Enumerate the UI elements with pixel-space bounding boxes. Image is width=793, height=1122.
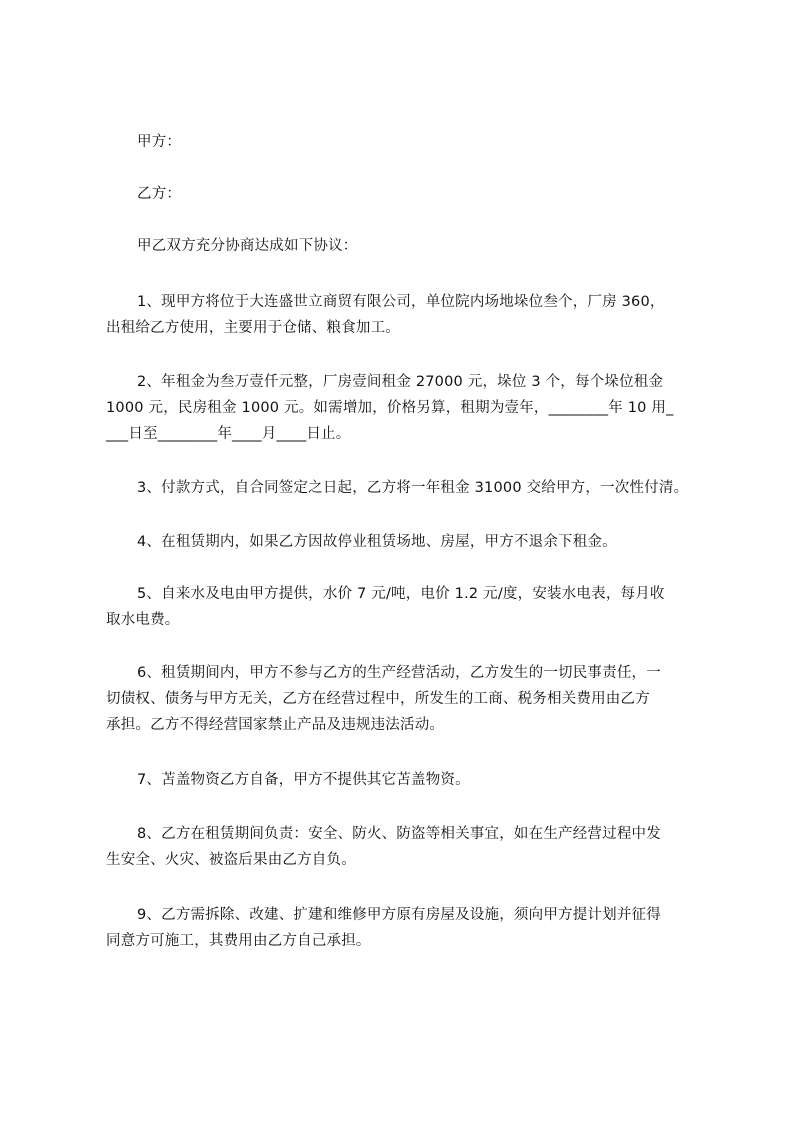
clause-6-line-2: 切债权、债务与甲方无关，乙方在经营过程中，所发生的工商、税务相关费用由乙方 xyxy=(106,691,650,707)
clause-1-line-1: 1、现甲方将位于大连盛世立商贸有限公司，单位院内场地垛位叁个，厂房 360， xyxy=(137,294,665,310)
party-b-label: 乙方： xyxy=(137,186,182,202)
clause-6-line-1: 6、租赁期间内，甲方不参与乙方的生产经营活动，乙方发生的一切民事责任，一 xyxy=(137,665,661,681)
clause-2-line-1: 2、年租金为叁万壹仟元整，厂房壹间租金 27000 元，垛位 3 个，每个垛位租金 xyxy=(137,374,664,390)
clause-9-line-2: 同意方可施工，其费用由乙方自己承担。 xyxy=(106,933,371,949)
clause-7-line-1: 7、苫盖物资乙方自备，甲方不提供其它苫盖物资。 xyxy=(137,772,470,788)
clause-9-line-1: 9、乙方需拆除、改建、扩建和维修甲方原有房屋及设施，须向甲方提计划并征得 xyxy=(137,907,661,923)
clause-2-line-3: ___日至________年____月____日止。 xyxy=(106,426,351,442)
clause-4-line-1: 4、在租赁期内，如果乙方因故停业租赁场地、房屋，甲方不退余下租金。 xyxy=(137,534,617,550)
clause-6-line-3: 承担。乙方不得经营国家禁止产品及违规违法活动。 xyxy=(106,717,445,733)
clause-8-line-1: 8、乙方在租赁期间负责：安全、防火、防盗等相关事宜，如在生产经营过程中发 xyxy=(137,826,661,842)
clause-1-line-2: 出租给乙方使用，主要用于仓储、粮食加工。 xyxy=(106,320,400,336)
clause-3-line-1: 3、付款方式，自合同签定之日起，乙方将一年租金 31000 交给甲方，一次性付清。 xyxy=(137,480,689,496)
clause-2-line-2: 1000 元，民房租金 1000 元。如需增加，价格另算，租期为壹年，________年 10 用_ xyxy=(106,400,674,416)
party-a-label: 甲方： xyxy=(137,134,182,150)
clause-5-line-1: 5、自来水及电由甲方提供，水价 7 元/吨，电价 1.2 元/度，安装水电表，每月收 xyxy=(137,586,665,602)
agreement-intro: 甲乙双方充分协商达成如下协议： xyxy=(137,238,358,254)
clause-5-line-2: 取水电费。 xyxy=(106,612,180,628)
clause-8-line-2: 生安全、火灾、被盗后果由乙方自负。 xyxy=(106,852,356,868)
